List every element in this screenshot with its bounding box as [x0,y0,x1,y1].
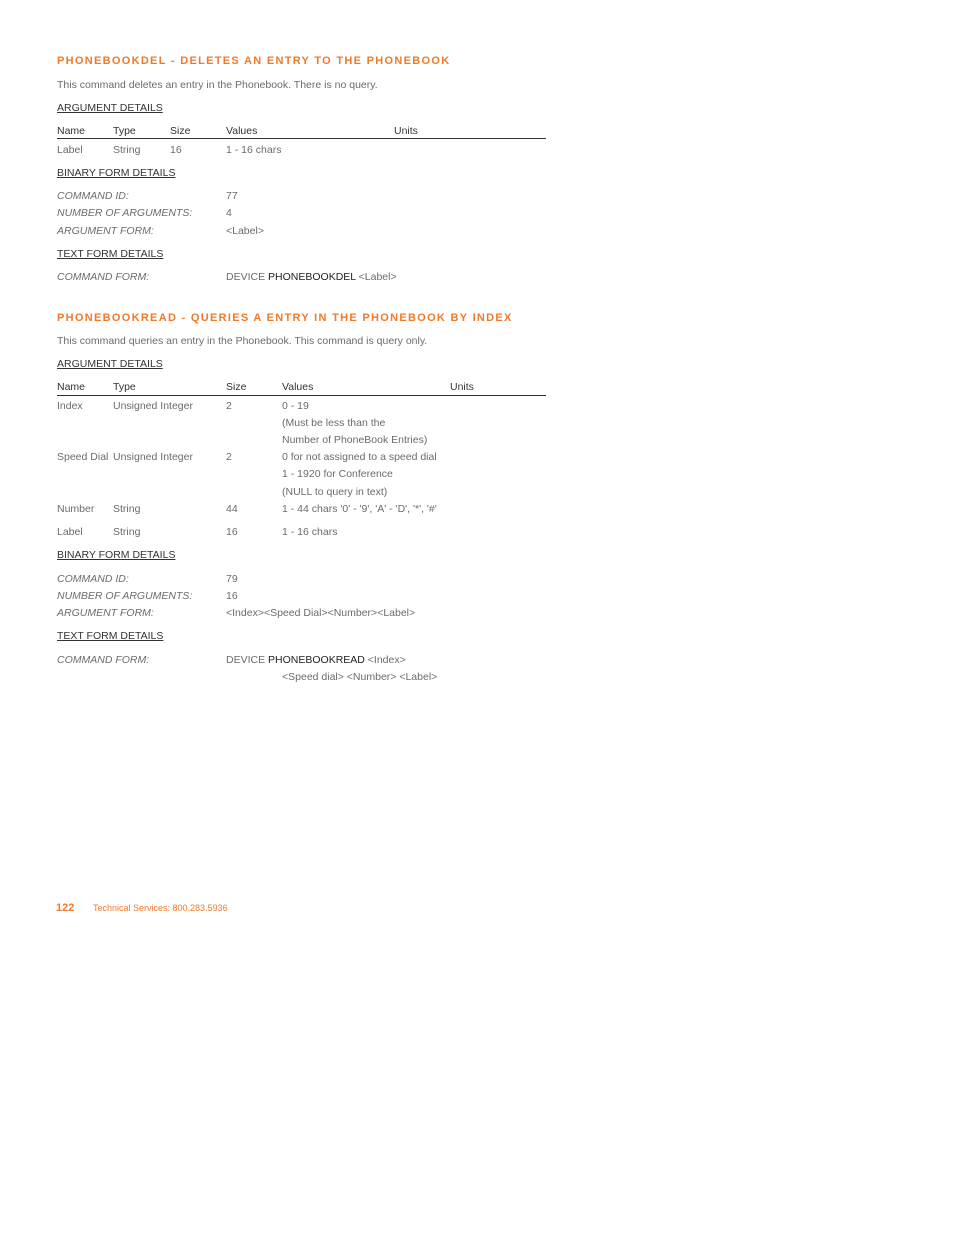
arg-type-label: String [113,144,141,156]
arg-name-number: Number [57,503,95,515]
command-form-prefix: DEVICE [226,654,266,666]
arg-size: 2 [226,400,232,412]
arg-type: String [113,526,141,538]
arg-name-label: Label [57,526,83,538]
col-header-size: Size [226,381,247,393]
command-form-line2: <Speed dial> <Number> <Label> [282,671,438,683]
arg-type: Unsigned Integer [113,400,193,412]
arg-values: 1 - 16 chars [282,526,338,538]
text-form-heading: TEXT FORM DETAILS [57,248,164,260]
col-header-size: Size [170,125,191,137]
footer-text: Technical Services: 800.283.5936 [93,903,228,913]
command-form-prefix: DEVICE [226,271,266,283]
arg-values: 1 - 1920 for Conference [282,468,393,480]
command-form-keyword: PHONEBOOKREAD [268,654,365,666]
command-form-label: COMMAND FORM: [57,271,150,283]
text-form-heading: TEXT FORM DETAILS [57,630,164,642]
arg-name-label: Label [57,144,83,156]
command-form-value [226,272,397,283]
arg-size: 44 [226,503,238,515]
command-form-label: COMMAND FORM: [57,654,150,666]
arg-type: String [113,503,141,515]
arg-values: (NULL to query in text) [282,486,388,498]
command-form-suffix: <Index> [367,654,406,666]
num-args-label: NUMBER OF ARGUMENTS: [57,590,193,602]
command-id-label: COMMAND ID: [57,190,129,202]
command-form-keyword: PHONEBOOKDEL [268,271,356,283]
arg-values: (Must be less than the [282,417,386,429]
arg-form-label: ARGUMENT FORM: [57,607,154,619]
binary-form-heading: BINARY FORM DETAILS [57,549,176,561]
num-args-value: 4 [226,207,232,219]
command-form-suffix: <Label> [358,271,397,283]
binary-form-heading: BINARY FORM DETAILS [57,167,176,179]
col-header-values: Values [282,381,314,393]
arg-type: Unsigned Integer [113,451,193,463]
arg-form-label: ARGUMENT FORM: [57,225,154,237]
table-header-rule [57,138,546,139]
page-number: 122 [56,902,75,914]
col-header-units: Units [394,125,418,137]
argument-details-heading: ARGUMENT DETAILS [57,358,163,370]
section-description: This command queries an entry in the Phonebook. This command is query only. [57,335,428,347]
num-args-value: 16 [226,590,238,602]
section-title-phonebookdel: PHONEBOOKDEL - DELETES AN ENTRY TO THE PHONEBOOK [57,55,451,67]
arg-size: 16 [226,526,238,538]
arg-values-label: 1 - 16 chars [226,144,282,156]
arg-form-value: <Label> [226,225,264,237]
section-description: This command deletes an entry in the Phonebook. There is no query. [57,79,378,91]
arg-values: 0 - 19 [282,400,309,412]
table-header-rule [57,395,546,396]
command-id-label: COMMAND ID: [57,573,129,585]
arg-values: 0 for not assigned to a speed dial [282,451,437,463]
arg-name-speed-dial: Speed Dial [57,451,109,463]
col-header-name: Name [57,381,86,393]
command-id-value: 79 [226,573,238,585]
arg-values: Number of PhoneBook Entries) [282,434,428,446]
arg-size-label: 16 [170,144,182,156]
argument-details-heading: ARGUMENT DETAILS [57,102,163,114]
col-header-type: Type [113,125,136,137]
col-header-type: Type [113,381,136,393]
arg-name-index: Index [57,400,83,412]
num-args-label: NUMBER OF ARGUMENTS: [57,207,193,219]
command-form-value [226,655,406,666]
col-header-units: Units [450,381,474,393]
arg-size: 2 [226,451,232,463]
arg-values: 1 - 44 chars '0' - '9', 'A' - 'D', '*', '#' [282,503,437,515]
col-header-values: Values [226,125,258,137]
col-header-name: Name [57,125,86,137]
command-id-value: 77 [226,190,238,202]
arg-form-value: <Index><Speed Dial><Number><Label> [226,607,416,619]
section-title-phonebookread: PHONEBOOKREAD - QUERIES A ENTRY IN THE PHONEBOOK BY INDEX [57,312,513,324]
